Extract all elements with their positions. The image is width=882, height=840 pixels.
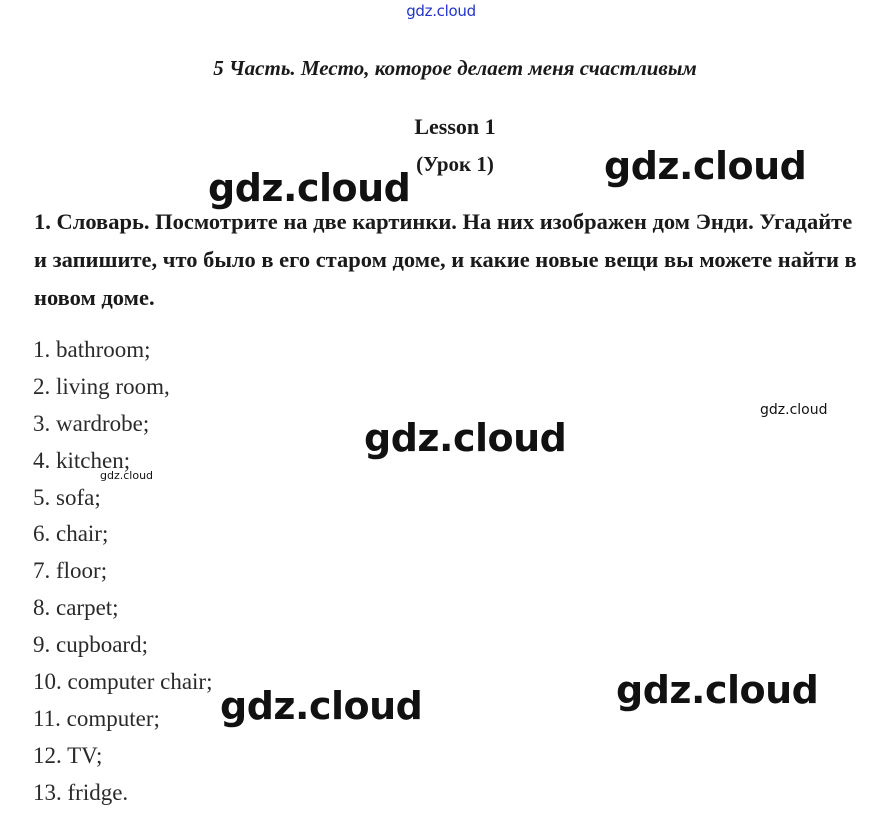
list-item: 7. floor;	[33, 558, 108, 584]
part-title: 5 Часть. Место, которое делает меня счастливым	[213, 56, 697, 80]
watermark-top: gdz.cloud	[406, 2, 476, 20]
list-item: 1. bathroom;	[33, 337, 151, 362]
watermark-upper-right: gdz.cloud	[604, 144, 807, 188]
watermark-lower-left: gdz.cloud	[220, 684, 423, 728]
list-item: 8. carpet;	[33, 595, 119, 621]
list-item: 9. cupboard;	[33, 632, 148, 658]
watermark-tiny: gdz.cloud	[100, 469, 154, 482]
watermark-middle-right: gdz.cloud	[760, 402, 828, 418]
watermark-upper-left: gdz.cloud	[208, 166, 411, 210]
list-item: 12. TV;	[33, 742, 103, 768]
vocabulary-list	[33, 332, 212, 812]
lesson-subtitle: (Урок 1)	[416, 152, 494, 176]
list-item: 6. chair;	[33, 521, 109, 547]
list-item: 13. fridge.	[33, 779, 129, 805]
task-instruction: 1. Словарь. Посмотрите на две картинки. На них изображен дом Энди. Угадайте и запишите, что было в его старом доме, и какие новые вещи вы можете найти в новом доме.	[34, 209, 857, 310]
list-item: 10. computer chair;	[33, 669, 213, 695]
list-item: 2. living room,	[33, 373, 170, 399]
watermark-lower-right: gdz.cloud	[616, 668, 819, 712]
list-item: 11. computer;	[33, 705, 160, 731]
list-item: 3. wardrobe;	[33, 410, 150, 436]
watermark-middle: gdz.cloud	[364, 416, 567, 460]
list-item: 4. kitchen;	[33, 447, 131, 473]
lesson-title: Lesson 1	[414, 114, 496, 139]
list-item: 5. sofa;	[33, 484, 101, 510]
